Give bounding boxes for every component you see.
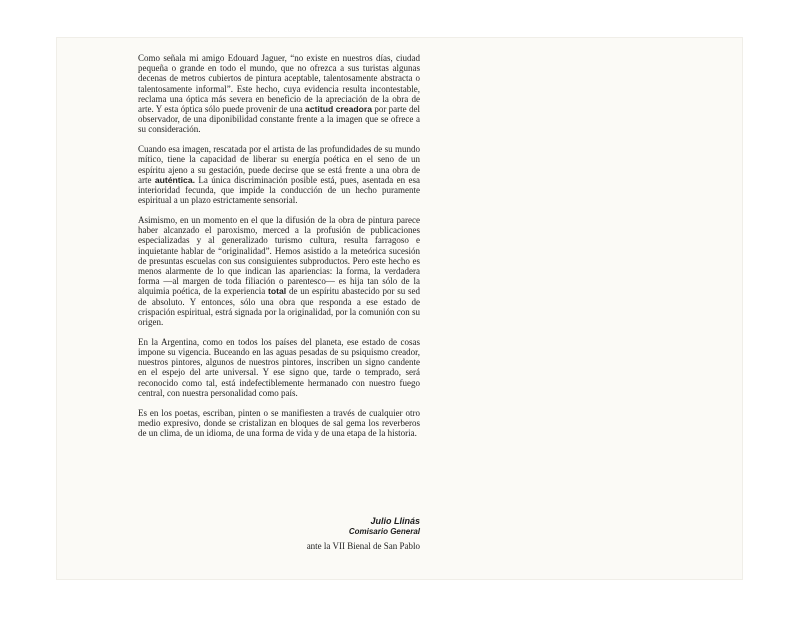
paragraph-text: Es en los poetas, escriban, pinten o se manifiesten a través de cualquier otro medio expresivo, donde se cristalizan en bloques de sal gema los reverberos de un clima, de un idioma, de una forma de vida y de una etapa de la historia. xyxy=(138,407,420,439)
paragraph-text: de un espíritu abastecido por su sed de absoluto. Y entonces, sólo una obra que responda a ese estado de crispación espiritual, estrá signada por la originalidad, por la comunión con su origen. xyxy=(138,286,421,328)
document-page xyxy=(57,38,742,579)
signature-event: ante la VII Bienal de San Pablo xyxy=(306,541,420,551)
paragraph-text: Como señala mi amigo Edouard Jaguer, “no existe en nuestros días, ciudad pequeña o grande en todo el mundo, que no ofrezca a sus turistas algunas decenas de metros cubiertos de pintura aceptable, talentosamente abstracta o talentosamente informal”. Este hecho, cuya evidencia resulta incontestable, reclama una óptica más severa en beneficio de la apreciación de la obra de arte. Y esta óptica sólo puede provenir de una xyxy=(138,53,420,115)
signature-name: Julio Llinás xyxy=(370,516,420,526)
paragraph xyxy=(138,408,420,439)
signature-block xyxy=(138,516,420,553)
paragraph-text: La única discriminación posible está, pues, asentada en esa interioridad fecunda, que impide la conducción de un hecho puramente espiritual a un plazo estrictamente sensorial. xyxy=(138,174,420,206)
paragraph xyxy=(138,337,420,398)
signature-role: Comisario General xyxy=(348,527,420,536)
paragraph xyxy=(138,215,420,327)
paragraph xyxy=(138,144,420,205)
emphasis-text: total xyxy=(268,286,287,297)
paragraph xyxy=(138,53,420,135)
paragraph-text: por parte del observador, de una diponibilidad constante frente a la imagen que se ofrece a su consideración. xyxy=(138,104,420,135)
emphasis-text: auténtica. xyxy=(154,174,196,185)
paragraph-text: En la Argentina, como en todos los países del planeta, ese estado de cosas impone su vigencia. Buceando en las aguas pesadas de su psiquismo creador, nuestros pintores, algunos de nuestros pintores, inscriben un signo candente en el espejo del arte universal. Y ese signo que, tarde o temprado, será reconocido como tal, está indefectiblemente hermanado con nuestro fuego central, con nuestra personalidad como país. xyxy=(138,336,420,398)
body-text xyxy=(138,53,420,448)
emphasis-text: actitud creadora xyxy=(305,104,372,115)
paragraph-text: Asimismo, en un momento en el que la difusión de la obra de pintura parece haber alcanzado el paroxismo, merced a la profusión de publicaciones especializadas y al generalizado turismo cultura, resulta farragoso e inquietante hablar de “originalidad”. Hemos asistido a la meteórica sucesión de presuntas escuelas con sus consiguientes subproductos. Pero este hecho es menos alarmente de lo que indican las apariencias: la forma, la verdadera forma —al margen de toda filiación o parentesco— es hija tan sólo de la alquimia poética, de la experiencia xyxy=(138,215,420,297)
paragraph-text: Cuando esa imagen, rescatada por el artista de las profundidades de su mundo mítico, tiene la capacidad de liberar su energía poética en el seno de un espíritu ajeno a su gestación, puede decirse que se está frente a una obra de arte xyxy=(138,144,420,185)
